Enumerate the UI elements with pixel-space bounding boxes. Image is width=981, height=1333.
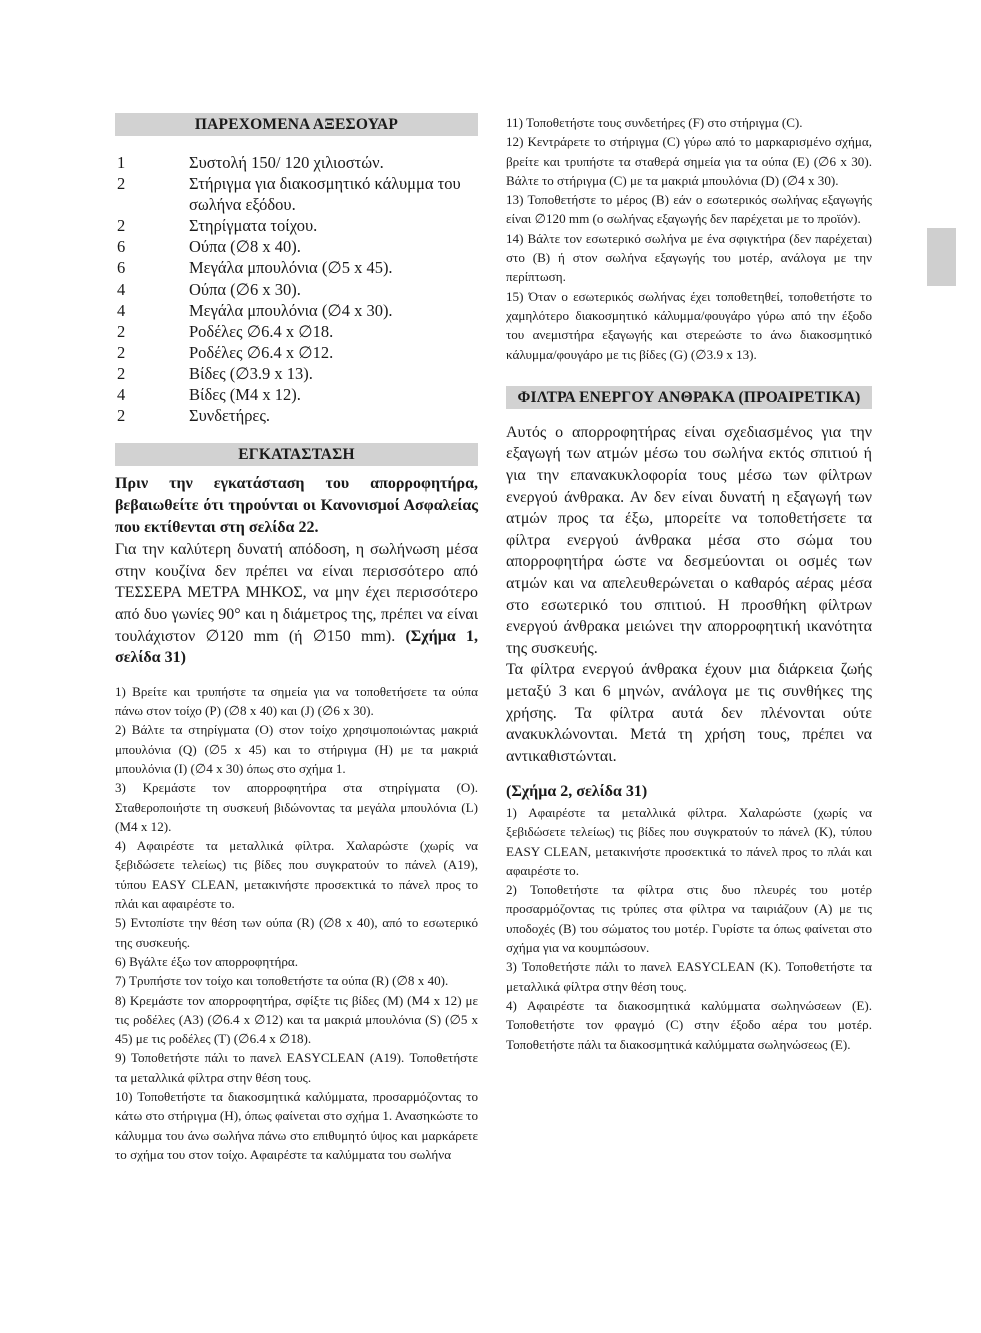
safety-warning: Πριν την εγκατάσταση του απορροφητήρα, βεβαιωθείτε ότι τηρούνται οι Κανονισμοί Ασφαλείας που εκτίθενται στη σελίδα 22. bbox=[115, 475, 478, 537]
filters-steps bbox=[506, 803, 872, 1054]
list-item bbox=[115, 215, 478, 236]
accessories-heading: ΠΑΡΕΧΟΜΕΝΑ ΑΞΕΣΟΥΑΡ bbox=[115, 113, 478, 136]
filters-paragraph: Τα φίλτρα ενεργού άνθρακα έχουν μια διάρκεια ζωής μεταξύ 3 και 6 μηνών, ανάλογα με τις συνθήκες της χρήσης. Τα φίλτρα αυτά δεν πλένονται ούτε ανακυκλώνονται. Μετά τη χρήση τους, πρέπει να αντικαθιστώνται. bbox=[506, 661, 872, 765]
section-tab-marker bbox=[927, 228, 956, 286]
item-desc: Βίδες (M4 x 12). bbox=[189, 385, 301, 405]
item-desc: Ούπα (∅8 x 40). bbox=[189, 237, 301, 257]
accessories-list bbox=[115, 152, 478, 426]
list-item bbox=[115, 257, 478, 278]
item-desc: Ροδέλες ∅6.4 x ∅12. bbox=[189, 342, 334, 362]
step-item: 12) Κεντράρετε το στήριγμα (C) γύρω από το μαρκαρισμένο σχήμα, βρείτε και τρυπήστε τα σταθερά σημεία για τα ούπα (E) (∅6 x 30). Βάλτε το στήριγμα (C) με τα μακριά μπουλόνια (D) (∅4 x 30). bbox=[506, 134, 872, 188]
filters-paragraph: Αυτός ο απορροφητήρας είναι σχεδιασμένος για την εξαγωγή των ατμών μέσω του σωλήνα εκτός σπιτιού ή για την επανακυκλοφορία τους μέσω των φίλτρων ενεργού άνθρακα. Αν δεν είναι δυνατή η εξαγωγή των ατμών προς τα έξω, μπορείτε να τοποθετήσετε τα φίλτρα ενεργού άνθρακα μέσα στο σώμα του απορροφητήρα ώστε να δεσμεύονται οι οσμές των ατμών και να απελευθερώνεται ο καθαρός αέρας μέσα στο εσωτερικό του σπιτιού. Η προσθήκη φίλτρων ενεργού άνθρακα μειώνει την απορροφητική ικανότητα της συσκευής. bbox=[506, 423, 872, 657]
step-item: 6) Βγάλτε έξω τον απορροφητήρα. bbox=[115, 953, 298, 969]
item-qty: 1 bbox=[117, 153, 126, 172]
step-item: 11) Τοποθετήστε τους συνδετήρες (F) στο στήριγμα (C). bbox=[506, 115, 803, 130]
step-item: 14) Βάλτε τον εσωτερικό σωλήνα με ένα σφιγκτήρα (δεν παρέχεται) στο (B) ή στον σωλήνα εξαγωγής του μοτέρ, ανάλογα με την περίπτωση. bbox=[506, 230, 872, 285]
item-qty: 6 bbox=[117, 258, 126, 278]
item-desc: Ροδέλες ∅6.4 x ∅18. bbox=[189, 321, 334, 341]
item-desc: Στηρίγματα τοίχου. bbox=[189, 216, 318, 236]
step-item: 4) Αφαιρέστε τα διακοσμητικά καλύμματα σωληνώσεων (E). Τοποθετήστε τον φραγμό (C) στην έξοδο αέρα του μοτέρ. Τοποθετήστε πάλι τα διακοσμητικά καλύμματα σωληνώσεως (E). bbox=[506, 997, 872, 1052]
item-qty: 2 bbox=[117, 216, 126, 236]
step-item: 3) Κρεμάστε τον απορροφητήρα στα στηρίγματα (O). Σταθεροποιήστε τη συσκευή βιδώνοντας τα μεγάλα μπουλόνια (L) (M4 x 12). bbox=[115, 780, 478, 834]
item-qty: 4 bbox=[117, 385, 126, 405]
filters-description bbox=[506, 422, 872, 768]
installation-steps-continued bbox=[506, 113, 872, 364]
step-item: 2) Βάλτε τα στηρίγματα (O) στον τοίχο χρησιμοποιώντας μακριά μπουλόνια (Q) (∅5 x 45) και το στήριγμα (H) με τα μακριά μπουλόνια (I) (∅4 x 30) όπως στο σχήμα 1. bbox=[115, 722, 478, 776]
item-qty: 2 bbox=[117, 363, 126, 383]
list-item bbox=[115, 342, 478, 363]
right-column bbox=[506, 113, 872, 1054]
step-item: 4) Αφαιρέστε τα μεταλλικά φίλτρα. Χαλαρώστε (χωρίς να ξεβιδώσετε τελείως) τις βίδες που συγκρατούν το πάνελ (A19), τύπου EASY CLEAN, μετακινήστε προσεκτικά το πάνελ προς το πλάι και αφαιρέστε το. bbox=[115, 838, 478, 912]
list-item bbox=[115, 405, 478, 426]
step-item: 7) Τρυπήστε τον τοίχο και τοποθετήστε τα ούπα (R) (∅8 x 40). bbox=[115, 973, 449, 989]
step-item: 2) Τοποθετήστε τα φίλτρα στις δυο πλευρές του μοτέρ προσαρμόζοντας τις τρύπες στα φίλτρα να ταιριάζουν (A) με τις υποδοχές (B) του σώματος του μοτέρ. Γυρίστε τα όπως φαίνεται στο σχήμα για να κουμπώσουν. bbox=[506, 882, 872, 956]
list-item bbox=[115, 384, 478, 405]
step-item: 1) Βρείτε και τρυπήστε τα σημεία για να τοποθετήσετε τα ούπα πάνω στον τοίχο (P) (∅8 x 40) και (J) (∅6 x 30). bbox=[115, 683, 478, 719]
step-item: 9) Τοποθετήστε πάλι το πανελ EASYCLEAN (A19). Τοποθετήστε τα μεταλλικά φίλτρα στην θέση τους. bbox=[115, 1050, 478, 1085]
item-qty: 2 bbox=[117, 406, 126, 426]
list-item bbox=[115, 173, 478, 215]
item-desc: Συστολή 150/ 120 χιλιοστών. bbox=[189, 153, 384, 172]
list-item bbox=[115, 300, 478, 321]
installation-heading: ΕΓΚΑΤΑΣΤΑΣΗ bbox=[115, 443, 478, 466]
item-qty: 2 bbox=[117, 321, 126, 341]
installation-steps bbox=[115, 682, 478, 1164]
item-qty: 6 bbox=[117, 237, 126, 257]
item-desc: Μεγάλα μπουλόνια (∅4 x 30). bbox=[189, 300, 393, 320]
item-desc: Ούπα (∅6 x 30). bbox=[189, 279, 301, 299]
list-item bbox=[115, 363, 478, 384]
filters-heading: ΦΙΛΤΡΑ ΕΝΕΡΓΟΥ ΑΝΘΡΑΚΑ (ΠΡΟΑΙΡΕΤΙΚΑ) bbox=[506, 386, 872, 409]
left-column bbox=[115, 113, 478, 1164]
item-desc: Μεγάλα μπουλόνια (∅5 x 45). bbox=[189, 258, 393, 278]
list-item bbox=[115, 152, 478, 173]
item-qty: 4 bbox=[117, 300, 126, 320]
step-item: 8) Κρεμάστε τον απορροφητήρα, σφίξτε τις βίδες (M) (M4 x 12) με τις ροδέλες (A3) (∅6.4 x ∅12) και τα μακριά μπουλόνια (S) (∅5 x 45) με τις ροδέλες (T) (∅6.4 x ∅18). bbox=[115, 992, 478, 1047]
item-desc: Στήριγμα για διακοσμητικό κάλυμμα του σωλήνα εξόδου. bbox=[189, 174, 461, 215]
step-item: 15) Όταν ο εσωτερικός σωλήνας έχει τοποθετηθεί, τοποθετήστε το χαμηλότερο διακοσμητικό κάλυμμα/φουγάρο γύρω από την έξοδο του ανεμιστήρα εξαγωγής και στερεώστε το άνω διακοσμητικό κάλυμμα/φουγάρο με τις βίδες (G) (∅3.9 x 13). bbox=[506, 288, 872, 362]
figure-reference: (Σχήμα 1, σελίδα 31) bbox=[115, 627, 478, 667]
intro-text: Για την καλύτερη δυνατή απόδοση, η σωλήνωση μέσα στην κουζίνα δεν πρέπει να είναι περισσότερο από ΤΕΣΣΕΡΑ ΜΕΤΡΑ ΜΗΚΟΣ, να μην έχει περισσότερο από δυο γωνίες 90° και η διάμετρος της, πρέπει να είναι τουλάχιστον ∅120 mm (ή ∅150 mm). bbox=[115, 541, 478, 645]
installation-intro bbox=[115, 539, 478, 669]
list-item bbox=[115, 236, 478, 257]
item-desc: Βίδες (∅3.9 x 13). bbox=[189, 363, 313, 383]
list-item bbox=[115, 321, 478, 342]
list-item bbox=[115, 279, 478, 300]
item-qty: 2 bbox=[117, 174, 126, 194]
step-item: 10) Τοποθετήστε τα διακοσμητικά καλύμματα, προσαρμόζοντας το κάτω στο στήριγμα (H), όπως φαίνεται στο σχήμα 1. Ανασηκώστε το κάλυμμα του άνω σωλήνα πάνω στο επιθυμητό ύψος και μαρκάρετε το σχήμα του στον τοίχο. Αφαιρέστε τα καλύμματα του σωλήνα bbox=[115, 1089, 478, 1162]
step-item: 1) Αφαιρέστε τα μεταλλικά φίλτρα. Χαλαρώστε (χωρίς να ξεβιδώσετε τελείως) τις βίδες που συγκρατούν το πάνελ (K), τύπου EASY CLEAN, μετακινήστε προσεκτικά το πάνελ προς το πλάι και αφαιρέστε το. bbox=[506, 804, 872, 878]
step-item: 3) Τοποθετήστε πάλι το πανελ EASYCLEAN (K). Τοποθετήστε τα μεταλλικά φίλτρα στην θέση τους. bbox=[506, 959, 872, 994]
step-item: 13) Τοποθετήστε το μέρος (B) εάν ο εσωτερικός σωλήνας εξαγωγής είναι ∅120 mm (ο σωλήνας εξαγωγής δεν παρέχεται με το προϊόν). bbox=[506, 192, 872, 227]
item-qty: 4 bbox=[117, 279, 126, 299]
step-item: 5) Εντοπίστε την θέση των ούπα (R) (∅8 x 40), από το εσωτερικό της συσκευής. bbox=[115, 915, 478, 950]
item-desc: Συνδετήρες. bbox=[189, 406, 271, 426]
figure-reference: (Σχήμα 2, σελίδα 31) bbox=[506, 783, 648, 801]
item-qty: 2 bbox=[117, 342, 126, 362]
